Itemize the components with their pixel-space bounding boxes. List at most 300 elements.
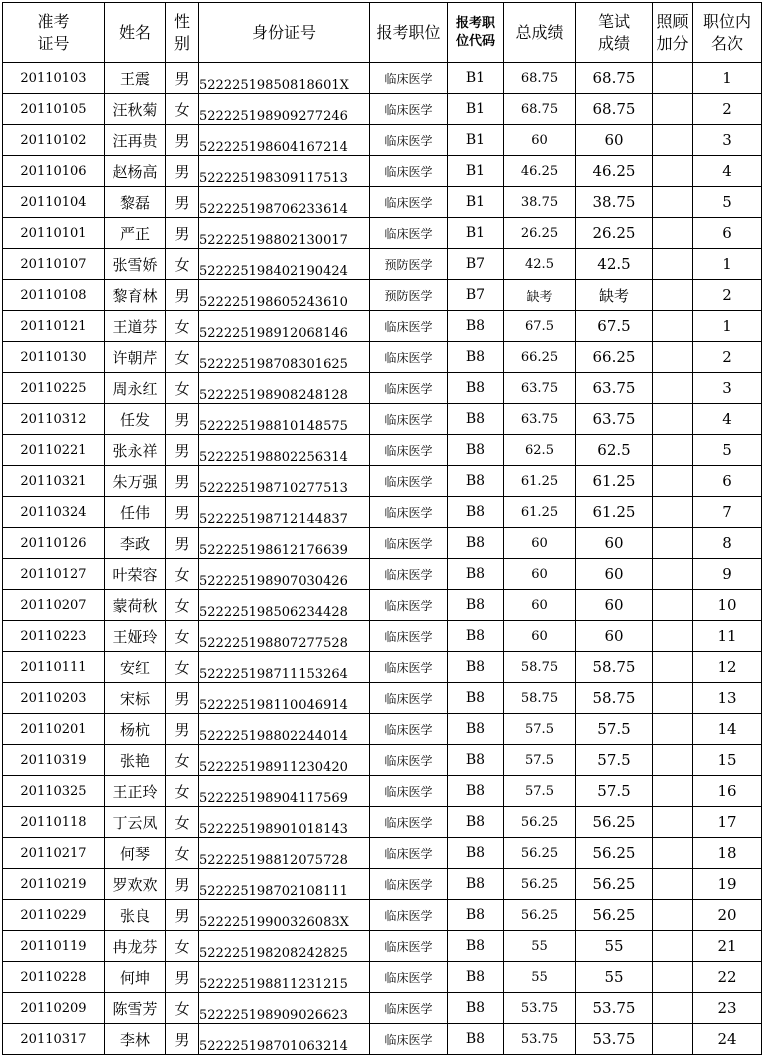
rank-cell: 1 [693,63,762,94]
written-score-cell: 58.75 [576,652,653,683]
exam-no-cell: 20110107 [3,249,105,280]
position-code-cell: B8 [448,838,504,869]
exam-no-cell: 20110312 [3,404,105,435]
position-cell: 临床医学 [370,900,448,931]
header-label: 职位内 [702,11,751,31]
total-score-cell: 缺考 [504,280,576,311]
gender-cell: 女 [166,807,199,838]
bonus-cell [653,869,693,900]
id-card-cell: 522225198811231215 [199,962,370,993]
rank-cell: 8 [693,528,762,559]
total-score-cell: 60 [504,528,576,559]
exam-no-cell: 20110217 [3,838,105,869]
table-row [3,652,762,683]
rank-cell: 19 [693,869,762,900]
position-cell: 临床医学 [370,931,448,962]
rank-cell: 1 [693,311,762,342]
position-code-cell: B8 [448,435,504,466]
position-code-cell: B7 [448,249,504,280]
total-score-cell: 63.75 [504,373,576,404]
exam-no-cell: 20110325 [3,776,105,807]
exam-no-cell: 20110324 [3,497,105,528]
written-score-cell: 68.75 [576,63,653,94]
id-card-cell: 522225198702108111 [199,869,370,900]
gender-cell: 女 [166,342,199,373]
bonus-cell [653,435,693,466]
position-cell: 临床医学 [370,962,448,993]
total-score-cell: 61.25 [504,466,576,497]
written-score-cell: 46.25 [576,156,653,187]
header-label: 身份证号 [251,22,316,42]
rank-cell: 9 [693,559,762,590]
table-row [3,342,762,373]
position-code-cell: B8 [448,466,504,497]
id-card-cell: 522225198810148575 [199,404,370,435]
name-cell: 蒙荷秋 [105,590,166,621]
position-code-cell: B8 [448,900,504,931]
header-label: 报考职 [455,15,495,31]
exam-no-cell: 20110229 [3,900,105,931]
name-cell: 丁云凤 [105,807,166,838]
gender-cell: 男 [166,187,199,218]
total-score-cell: 60 [504,125,576,156]
total-score-cell: 58.75 [504,683,576,714]
id-card-cell: 522225198708301625 [199,342,370,373]
gender-cell: 男 [166,683,199,714]
position-code-cell: B8 [448,528,504,559]
position-cell: 临床医学 [370,590,448,621]
id-card-cell: 522225198710277513 [199,466,370,497]
table-row [3,838,762,869]
header-exam-no [3,3,105,63]
id-card-cell: 522225198909277246 [199,94,370,125]
table-row [3,869,762,900]
position-cell: 临床医学 [370,435,448,466]
total-score-cell: 57.5 [504,714,576,745]
rank-cell: 12 [693,652,762,683]
written-score-cell: 缺考 [576,280,653,311]
total-score-cell: 42.5 [504,249,576,280]
gender-cell: 女 [166,590,199,621]
table-row [3,63,762,94]
bonus-cell [653,311,693,342]
table-row [3,466,762,497]
exam-no-cell: 20110126 [3,528,105,559]
table-row [3,404,762,435]
table-row [3,280,762,311]
id-card-cell: 522225198712144837 [199,497,370,528]
header-row [3,3,762,63]
position-code-cell: B8 [448,373,504,404]
gender-cell: 女 [166,745,199,776]
table-row [3,590,762,621]
written-score-cell: 55 [576,962,653,993]
table-row [3,776,762,807]
rank-cell: 5 [693,435,762,466]
name-cell: 王震 [105,63,166,94]
id-card-cell: 522225198604167214 [199,125,370,156]
rank-cell: 2 [693,94,762,125]
written-score-cell: 53.75 [576,1024,653,1055]
total-score-cell: 60 [504,590,576,621]
total-score-cell: 53.75 [504,1024,576,1055]
name-cell: 陈雪芳 [105,993,166,1024]
table-row [3,94,762,125]
table-row [3,373,762,404]
exam-no-cell: 20110209 [3,993,105,1024]
total-score-cell: 58.75 [504,652,576,683]
written-score-cell: 53.75 [576,993,653,1024]
exam-no-cell: 20110106 [3,156,105,187]
header-position [370,3,448,63]
position-code-cell: B8 [448,621,504,652]
table-row [3,156,762,187]
name-cell: 罗欢欢 [105,869,166,900]
written-score-cell: 60 [576,590,653,621]
exam-no-cell: 20110130 [3,342,105,373]
total-score-cell: 61.25 [504,497,576,528]
bonus-cell [653,94,693,125]
position-code-cell: B8 [448,962,504,993]
bonus-cell [653,187,693,218]
position-cell: 临床医学 [370,869,448,900]
exam-no-cell: 20110108 [3,280,105,311]
header-rank [693,3,762,63]
position-cell: 临床医学 [370,373,448,404]
position-code-cell: B8 [448,559,504,590]
exam-no-cell: 20110104 [3,187,105,218]
bonus-cell [653,776,693,807]
rank-cell: 14 [693,714,762,745]
written-score-cell: 38.75 [576,187,653,218]
name-cell: 赵杨高 [105,156,166,187]
id-card-cell: 522225198402190424 [199,249,370,280]
written-score-cell: 42.5 [576,249,653,280]
header-label: 报考职位 [376,22,441,42]
header-label: 名次 [710,33,743,53]
exam-no-cell: 20110121 [3,311,105,342]
id-card-cell: 522225198907030426 [199,559,370,590]
table-row [3,435,762,466]
position-cell: 临床医学 [370,652,448,683]
header-name [105,3,166,63]
name-cell: 汪秋菊 [105,94,166,125]
written-score-cell: 68.75 [576,94,653,125]
gender-cell: 女 [166,249,199,280]
gender-cell: 男 [166,404,199,435]
written-score-cell: 58.75 [576,683,653,714]
table-row [3,900,762,931]
bonus-cell [653,63,693,94]
name-cell: 周永红 [105,373,166,404]
gender-cell: 男 [166,1024,199,1055]
position-cell: 临床医学 [370,94,448,125]
position-code-cell: B8 [448,1024,504,1055]
gender-cell: 女 [166,993,199,1024]
id-card-cell: 522225198701063214 [199,1024,370,1055]
id-card-cell: 522225198208242825 [199,931,370,962]
written-score-cell: 57.5 [576,745,653,776]
position-cell: 临床医学 [370,218,448,249]
position-cell: 临床医学 [370,683,448,714]
rank-cell: 23 [693,993,762,1024]
table-row [3,807,762,838]
table-row [3,559,762,590]
position-cell: 临床医学 [370,187,448,218]
position-cell: 临床医学 [370,342,448,373]
gender-cell: 女 [166,94,199,125]
written-score-cell: 66.25 [576,342,653,373]
name-cell: 汪再贵 [105,125,166,156]
id-card-cell: 522225198802244014 [199,714,370,745]
table-header [3,3,762,63]
exam-no-cell: 20110225 [3,373,105,404]
written-score-cell: 63.75 [576,404,653,435]
gender-cell: 女 [166,838,199,869]
position-code-cell: B1 [448,94,504,125]
total-score-cell: 53.75 [504,993,576,1024]
position-code-cell: B8 [448,714,504,745]
written-score-cell: 56.25 [576,869,653,900]
rank-cell: 15 [693,745,762,776]
exam-no-cell: 20110103 [3,63,105,94]
table-row [3,683,762,714]
name-cell: 杨杭 [105,714,166,745]
position-code-cell: B8 [448,869,504,900]
gender-cell: 男 [166,466,199,497]
header-label: 位代码 [455,33,495,49]
position-cell: 临床医学 [370,559,448,590]
rank-cell: 2 [693,342,762,373]
rank-cell: 21 [693,931,762,962]
exam-no-cell: 20110127 [3,559,105,590]
written-score-cell: 60 [576,621,653,652]
header-label: 成绩 [597,33,630,53]
id-card-cell: 522225198802256314 [199,435,370,466]
gender-cell: 男 [166,962,199,993]
total-score-cell: 57.5 [504,745,576,776]
rank-cell: 5 [693,187,762,218]
bonus-cell [653,528,693,559]
written-score-cell: 56.25 [576,838,653,869]
name-cell: 冉龙芬 [105,931,166,962]
written-score-cell: 56.25 [576,900,653,931]
total-score-cell: 68.75 [504,94,576,125]
written-score-cell: 62.5 [576,435,653,466]
table-row [3,745,762,776]
bonus-cell [653,652,693,683]
table-row [3,993,762,1024]
bonus-cell [653,404,693,435]
position-code-cell: B1 [448,218,504,249]
exam-no-cell: 20110219 [3,869,105,900]
id-card-cell: 522225198110046914 [199,683,370,714]
bonus-cell [653,373,693,404]
position-code-cell: B8 [448,497,504,528]
total-score-cell: 55 [504,931,576,962]
header-bonus [653,3,693,63]
position-cell: 临床医学 [370,776,448,807]
name-cell: 任伟 [105,497,166,528]
gender-cell: 女 [166,776,199,807]
name-cell: 王道芬 [105,311,166,342]
header-written-score [576,3,653,63]
position-code-cell: B8 [448,931,504,962]
bonus-cell [653,962,693,993]
table-row [3,931,762,962]
exam-no-cell: 20110207 [3,590,105,621]
name-cell: 宋标 [105,683,166,714]
total-score-cell: 68.75 [504,63,576,94]
bonus-cell [653,218,693,249]
exam-no-cell: 20110317 [3,1024,105,1055]
table-row [3,311,762,342]
total-score-cell: 66.25 [504,342,576,373]
position-cell: 临床医学 [370,156,448,187]
gender-cell: 男 [166,497,199,528]
position-cell: 临床医学 [370,838,448,869]
id-card-cell: 522225198912068146 [199,311,370,342]
name-cell: 叶荣容 [105,559,166,590]
name-cell: 王正玲 [105,776,166,807]
position-code-cell: B1 [448,187,504,218]
name-cell: 张雪娇 [105,249,166,280]
header-label: 笔试 [597,11,630,31]
total-score-cell: 60 [504,621,576,652]
exam-no-cell: 20110223 [3,621,105,652]
name-cell: 张良 [105,900,166,931]
position-code-cell: B1 [448,125,504,156]
rank-cell: 3 [693,125,762,156]
rank-cell: 20 [693,900,762,931]
written-score-cell: 60 [576,528,653,559]
total-score-cell: 63.75 [504,404,576,435]
rank-cell: 3 [693,373,762,404]
gender-cell: 男 [166,435,199,466]
total-score-cell: 56.25 [504,900,576,931]
id-card-cell: 52222519900326083X [199,900,370,931]
total-score-cell: 57.5 [504,776,576,807]
position-cell: 临床医学 [370,993,448,1024]
position-code-cell: B7 [448,280,504,311]
header-total-score [504,3,576,63]
name-cell: 安红 [105,652,166,683]
position-cell: 临床医学 [370,1024,448,1055]
gender-cell: 女 [166,559,199,590]
exam-results-table [2,2,762,1055]
written-score-cell: 60 [576,559,653,590]
name-cell: 张永祥 [105,435,166,466]
bonus-cell [653,807,693,838]
header-label: 准考 [37,11,70,31]
bonus-cell [653,497,693,528]
rank-cell: 7 [693,497,762,528]
bonus-cell [653,280,693,311]
position-code-cell: B1 [448,63,504,94]
written-score-cell: 60 [576,125,653,156]
bonus-cell [653,838,693,869]
header-gender [166,3,199,63]
written-score-cell: 63.75 [576,373,653,404]
position-code-cell: B8 [448,807,504,838]
id-card-cell: 522225198711153264 [199,652,370,683]
header-label: 性 [173,11,190,31]
written-score-cell: 61.25 [576,466,653,497]
rank-cell: 4 [693,156,762,187]
table-row [3,187,762,218]
position-cell: 临床医学 [370,714,448,745]
rank-cell: 22 [693,962,762,993]
position-cell: 临床医学 [370,497,448,528]
gender-cell: 男 [166,125,199,156]
id-card-cell: 522225198909026623 [199,993,370,1024]
name-cell: 朱万强 [105,466,166,497]
header-label: 证号 [37,33,70,53]
total-score-cell: 60 [504,559,576,590]
position-code-cell: B8 [448,404,504,435]
gender-cell: 女 [166,621,199,652]
id-card-cell: 522225198904117569 [199,776,370,807]
name-cell: 何坤 [105,962,166,993]
position-code-cell: B1 [448,156,504,187]
table-row [3,714,762,745]
bonus-cell [653,714,693,745]
id-card-cell: 522225198812075728 [199,838,370,869]
exam-no-cell: 20110102 [3,125,105,156]
written-score-cell: 26.25 [576,218,653,249]
exam-no-cell: 20110118 [3,807,105,838]
position-cell: 临床医学 [370,745,448,776]
header-label: 照顾 [656,11,689,31]
bonus-cell [653,931,693,962]
rank-cell: 6 [693,466,762,497]
id-card-cell: 522225198802130017 [199,218,370,249]
written-score-cell: 56.25 [576,807,653,838]
bonus-cell [653,993,693,1024]
bonus-cell [653,745,693,776]
header-label: 别 [173,33,190,53]
rank-cell: 13 [693,683,762,714]
bonus-cell [653,683,693,714]
bonus-cell [653,466,693,497]
position-cell: 预防医学 [370,280,448,311]
gender-cell: 女 [166,373,199,404]
exam-no-cell: 20110105 [3,94,105,125]
rank-cell: 18 [693,838,762,869]
gender-cell: 男 [166,714,199,745]
total-score-cell: 46.25 [504,156,576,187]
position-cell: 临床医学 [370,466,448,497]
bonus-cell [653,590,693,621]
id-card-cell: 522225198807277528 [199,621,370,652]
table-row [3,125,762,156]
total-score-cell: 26.25 [504,218,576,249]
id-card-cell: 522225198605243610 [199,280,370,311]
gender-cell: 女 [166,931,199,962]
rank-cell: 11 [693,621,762,652]
gender-cell: 女 [166,652,199,683]
id-card-cell: 522225198908248128 [199,373,370,404]
table-row [3,249,762,280]
bonus-cell [653,900,693,931]
table-body [3,63,762,1055]
position-cell: 临床医学 [370,63,448,94]
header-position-code [448,3,504,63]
written-score-cell: 61.25 [576,497,653,528]
name-cell: 任发 [105,404,166,435]
gender-cell: 男 [166,63,199,94]
total-score-cell: 38.75 [504,187,576,218]
